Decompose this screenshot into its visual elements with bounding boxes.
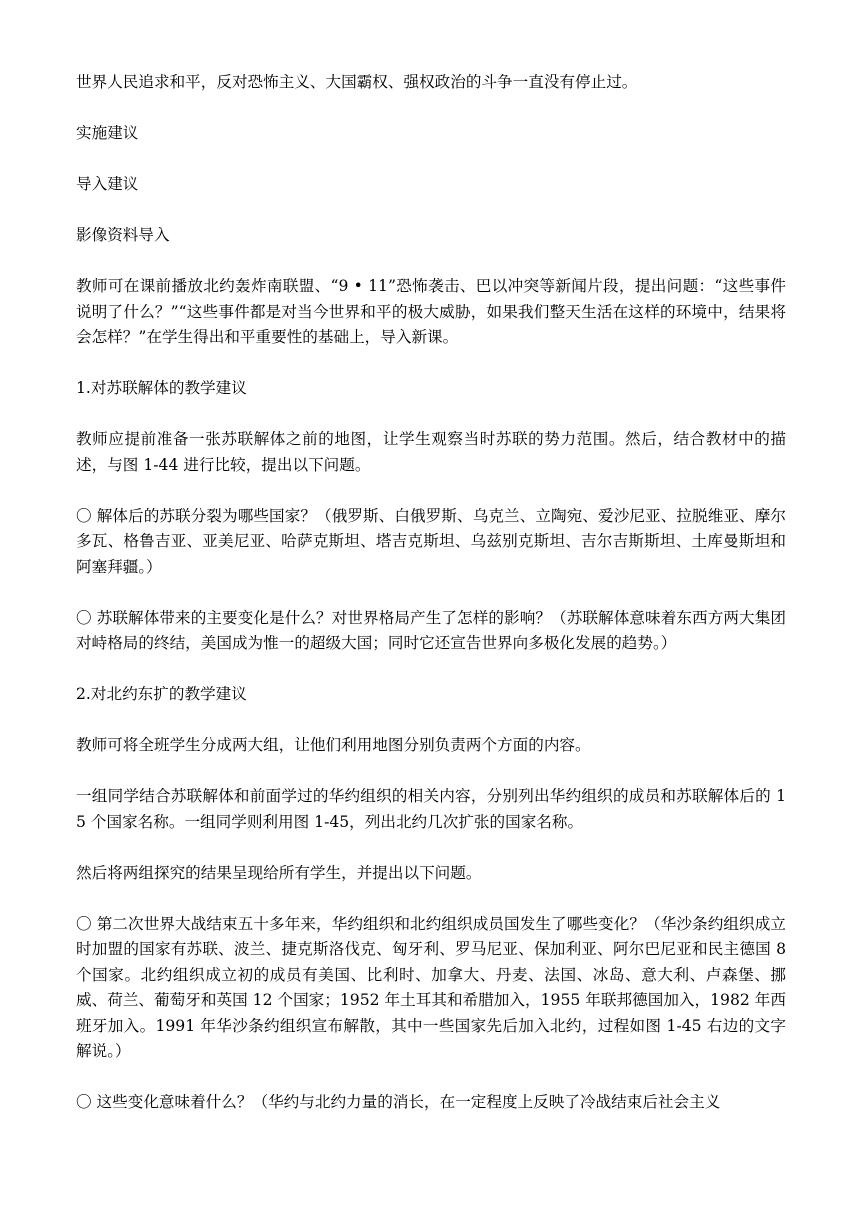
lead-in-paragraph: 教师可在课前播放北约轰炸南联盟、“9 • 11”恐怖袭击、巴以冲突等新闻片段，提出问题：“这些事件说明了什么？”“这些事件都是对当今世界和平的极大威胁，如果我们整天生活在这样的环境中，结果将会怎样？”在学生得出和平重要性的基础上，导入新课。 [76,277,786,346]
question-membership-changes: 〇 第二次世界大战结束五十多年来，华约组织和北约组织成员国发生了哪些变化？（华沙条约组织成立时加盟的国家有苏联、波兰、捷克斯洛伐克、匈牙利、罗马尼亚、保加利亚、阿尔巴尼亚和民主德国 8 个国家。北约组织成立初的成员有美国、比利时、加拿大、丹麦、法国、冰岛、意大利、卢森堡、挪威、荷兰、葡萄牙和英国 12 个国家；1952 年土耳其和希腊加入，1955 年联邦德国加入，1982 年西班牙加入。1991 年华沙条约组织宣布解散，其中一些国家先后加入北约，过程如图 1-45 右边的文字解说。） [76,914,786,1060]
heading-video-lead-in: 影像资料导入 [76,226,170,244]
question-soviet-dissolution-impact: 〇 苏联解体带来的主要变化是什么？对世界格局产生了怎样的影响？（苏联解体意味着东西方两大集团对峙格局的终结，美国成为惟一的超级大国；同时它还宣告世界向多极化发展的趋势。） [76,608,786,652]
soviet-dissolution-paragraph: 教师应提前准备一张苏联解体之前的地图，让学生观察当时苏联的势力范围。然后，结合教材中的描述，与图 1-44 进行比较，提出以下问题。 [76,430,786,474]
question-changes-meaning: 〇 这些变化意味着什么？（华约与北约力量的消长，在一定程度上反映了冷战结束后社会主义 [76,1093,721,1111]
group-task-paragraph: 一组同学结合苏联解体和前面学过的华约组织的相关内容，分别列出华约组织的成员和苏联解体后的 15 个国家名称。一组同学则利用图 1-45，列出北约几次扩张的国家名称。 [76,787,786,831]
heading-nato-expansion: 2.对北约东扩的教学建议 [76,685,247,703]
heading-soviet-dissolution: 1.对苏联解体的教学建议 [76,379,247,397]
question-soviet-split-countries: 〇 解体后的苏联分裂为哪些国家？（俄罗斯、白俄罗斯、乌克兰、立陶宛、爱沙尼亚、拉脱维亚、摩尔多瓦、格鲁吉亚、亚美尼亚、哈萨克斯坦、塔吉克斯坦、乌兹别克斯坦、吉尔吉斯斯坦、土库曼斯坦和阿塞拜疆。） [76,506,786,576]
heading-implementation-suggestions: 实施建议 [76,124,139,142]
present-results-paragraph: 然后将两组探究的结果呈现给所有学生，并提出以下问题。 [76,863,482,882]
nato-groups-paragraph: 教师可将全班学生分成两大组，让他们利用地图分别负责两个方面的内容。 [76,736,591,754]
document-page [76,70,786,1116]
heading-lead-in-suggestions: 导入建议 [76,175,139,193]
intro-paragraph: 世界人民追求和平，反对恐怖主义、大国霸权、强权政治的斗争一直没有停止过。 [76,73,638,91]
